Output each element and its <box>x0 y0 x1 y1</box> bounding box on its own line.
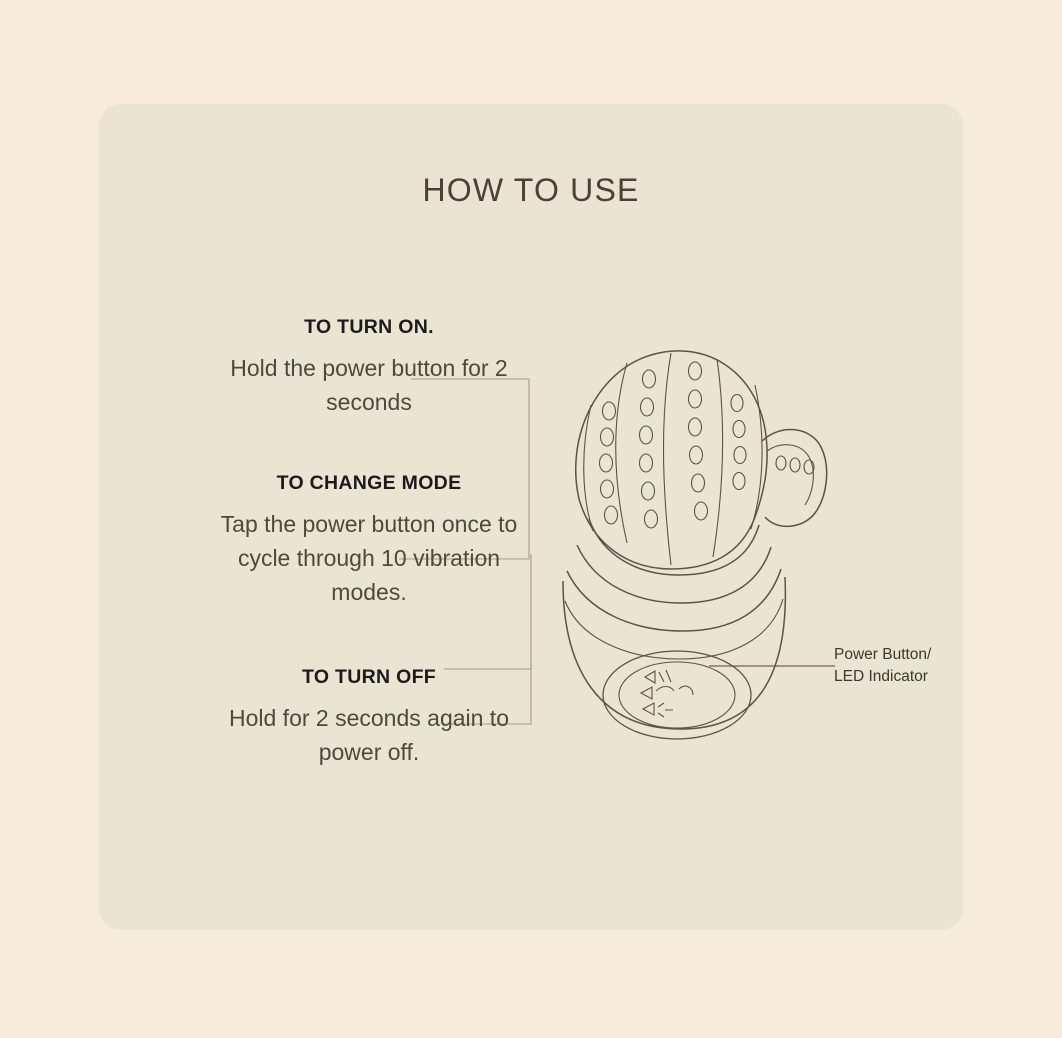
instruction-heading: TO TURN ON. <box>304 316 434 338</box>
power-button-callout <box>834 644 984 689</box>
instruction-block-turn-on <box>209 316 529 419</box>
instruction-body: Tap the power button once to cycle through 10 vibration modes. <box>220 511 518 606</box>
instruction-block-change-mode <box>199 472 539 609</box>
instruction-body: Hold the power button for 2 seconds <box>230 355 508 416</box>
instruction-heading: TO CHANGE MODE <box>276 472 462 494</box>
instruction-card <box>99 104 963 930</box>
instruction-body: Hold for 2 seconds again to power off. <box>228 705 509 766</box>
device-illustration <box>519 319 849 749</box>
callout-line-1: Power Button/ <box>834 646 932 663</box>
page-title: HOW TO USE <box>422 172 640 208</box>
instruction-block-turn-off <box>209 666 529 769</box>
instruction-heading: TO TURN OFF <box>301 666 436 688</box>
mode-icons <box>641 670 693 717</box>
callout-line-2: LED Indicator <box>834 668 928 686</box>
